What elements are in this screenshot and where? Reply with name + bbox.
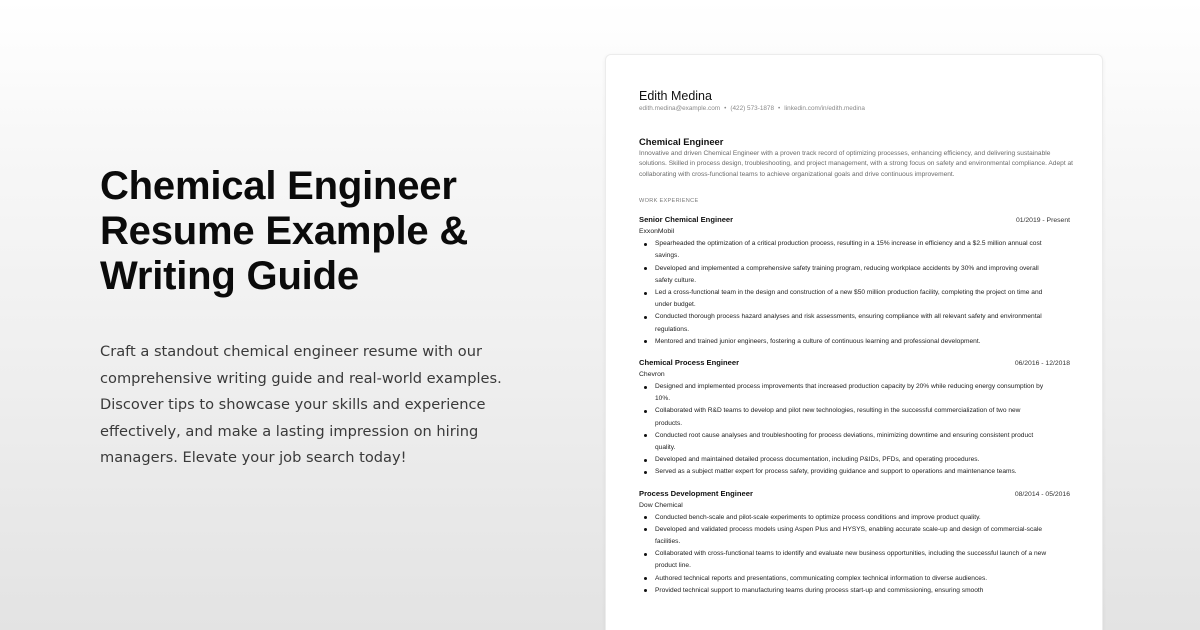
job-entry <box>639 488 1069 597</box>
bullet-item: Developed and implemented a comprehensive safety training program, reducing workplace accidents by 30% and improving overall safety culture. <box>655 263 1059 287</box>
resume-summary: Innovative and driven Chemical Engineer with a proven track record of optimizing processes, enhancing efficiency, and delivering sustainable solutions. Skilled in process design, troubleshooting, and project management, with a strong focus on safety and environmental compliance. Adept at collaborating with cross-functional teams to achieve organizational goals and drive continuous improvement. <box>639 150 1073 178</box>
bullet-item: Spearheaded the optimization of a critical production process, resulting in a 15% increase in efficiency and a $2.5 million annual cost savings. <box>655 238 1059 262</box>
job-title: Senior Chemical Engineer <box>639 215 734 225</box>
bullet-item: Developed and validated process models using Aspen Plus and HYSYS, enabling accurate scale-up and design of commercial-scale facilities. <box>655 524 1059 548</box>
job-dates: 06/2016 - 12/2018 <box>1014 360 1070 368</box>
bullet-item: Led a cross-functional team in the design and construction of a new $50 million production facility, completing the project on time and under budget. <box>655 287 1059 311</box>
resume-name: Edith Medina <box>639 89 712 103</box>
job-company: Dow Chemical <box>639 501 683 509</box>
bullet-item: Conducted root cause analyses and troubleshooting for process deviations, minimizing downtime and ensuring consistent product quality. <box>655 430 1059 454</box>
job-bullets <box>639 381 1059 479</box>
job-dates: 01/2019 - Present <box>1015 217 1070 225</box>
bullet-item: Collaborated with R&D teams to develop and pilot new technologies, resulting in the successful commercialization of two new products. <box>655 405 1059 429</box>
bullet-item: Developed and maintained detailed process documentation, including P&IDs, PFDs, and operating procedures. <box>655 454 1059 466</box>
resume-preview-card <box>605 54 1103 630</box>
resume-linkedin: linkedin.com/in/edith.medina <box>784 105 865 112</box>
job-company: Chevron <box>639 371 665 379</box>
page-title: Chemical Engineer Resume Example & Writing Guide <box>100 164 469 298</box>
job-company: ExxonMobil <box>639 228 675 236</box>
bullet-item: Mentored and trained junior engineers, fostering a culture of continuous learning and professional development. <box>655 336 1059 348</box>
hero-section <box>100 164 540 472</box>
resume-contact-line <box>639 104 1069 114</box>
bullet-item: Provided technical support to manufacturing teams during process start-up and commissioning, ensuring smooth <box>655 585 1059 597</box>
bullet-item: Conducted thorough process hazard analyses and risk assessments, ensuring compliance with all relevant safety and environmental regulations. <box>655 311 1059 335</box>
resume-phone: (422) 573-1878 <box>730 105 775 112</box>
resume-headline: Chemical Engineer <box>639 136 724 147</box>
bullet-item: Collaborated with cross-functional teams to identify and evaluate new business opportunities, including the successful launch of a new product line. <box>655 548 1059 572</box>
job-dates: 08/2014 - 05/2016 <box>1014 490 1070 498</box>
job-bullets <box>639 238 1059 348</box>
job-entry <box>639 357 1069 479</box>
job-title: Process Development Engineer <box>639 488 753 498</box>
separator-dot: • <box>724 105 727 112</box>
separator-dot: • <box>778 105 781 112</box>
bullet-item: Conducted bench-scale and pilot-scale experiments to optimize process conditions and improve product quality. <box>655 512 1059 524</box>
job-entry <box>639 214 1069 348</box>
section-heading-work-experience: WORK EXPERIENCE <box>639 198 699 205</box>
resume-email: edith.medina@example.com <box>639 105 721 112</box>
bullet-item: Served as a subject matter expert for process safety, providing guidance and support to operations and maintenance teams. <box>655 466 1059 478</box>
page-description: Craft a standout chemical engineer resume with our comprehensive writing guide and real-world examples. Discover tips to showcase your skills and experience effectively, and make a lasting impression on hiring managers. Elevate your job search today! <box>100 343 502 466</box>
job-bullets <box>639 512 1059 597</box>
job-title: Chemical Process Engineer <box>639 358 740 368</box>
bullet-item: Authored technical reports and presentations, communicating complex technical information to diverse audiences. <box>655 573 1059 585</box>
bullet-item: Designed and implemented process improvements that increased production capacity by 20% while reducing energy consumption by 10%. <box>655 381 1059 405</box>
